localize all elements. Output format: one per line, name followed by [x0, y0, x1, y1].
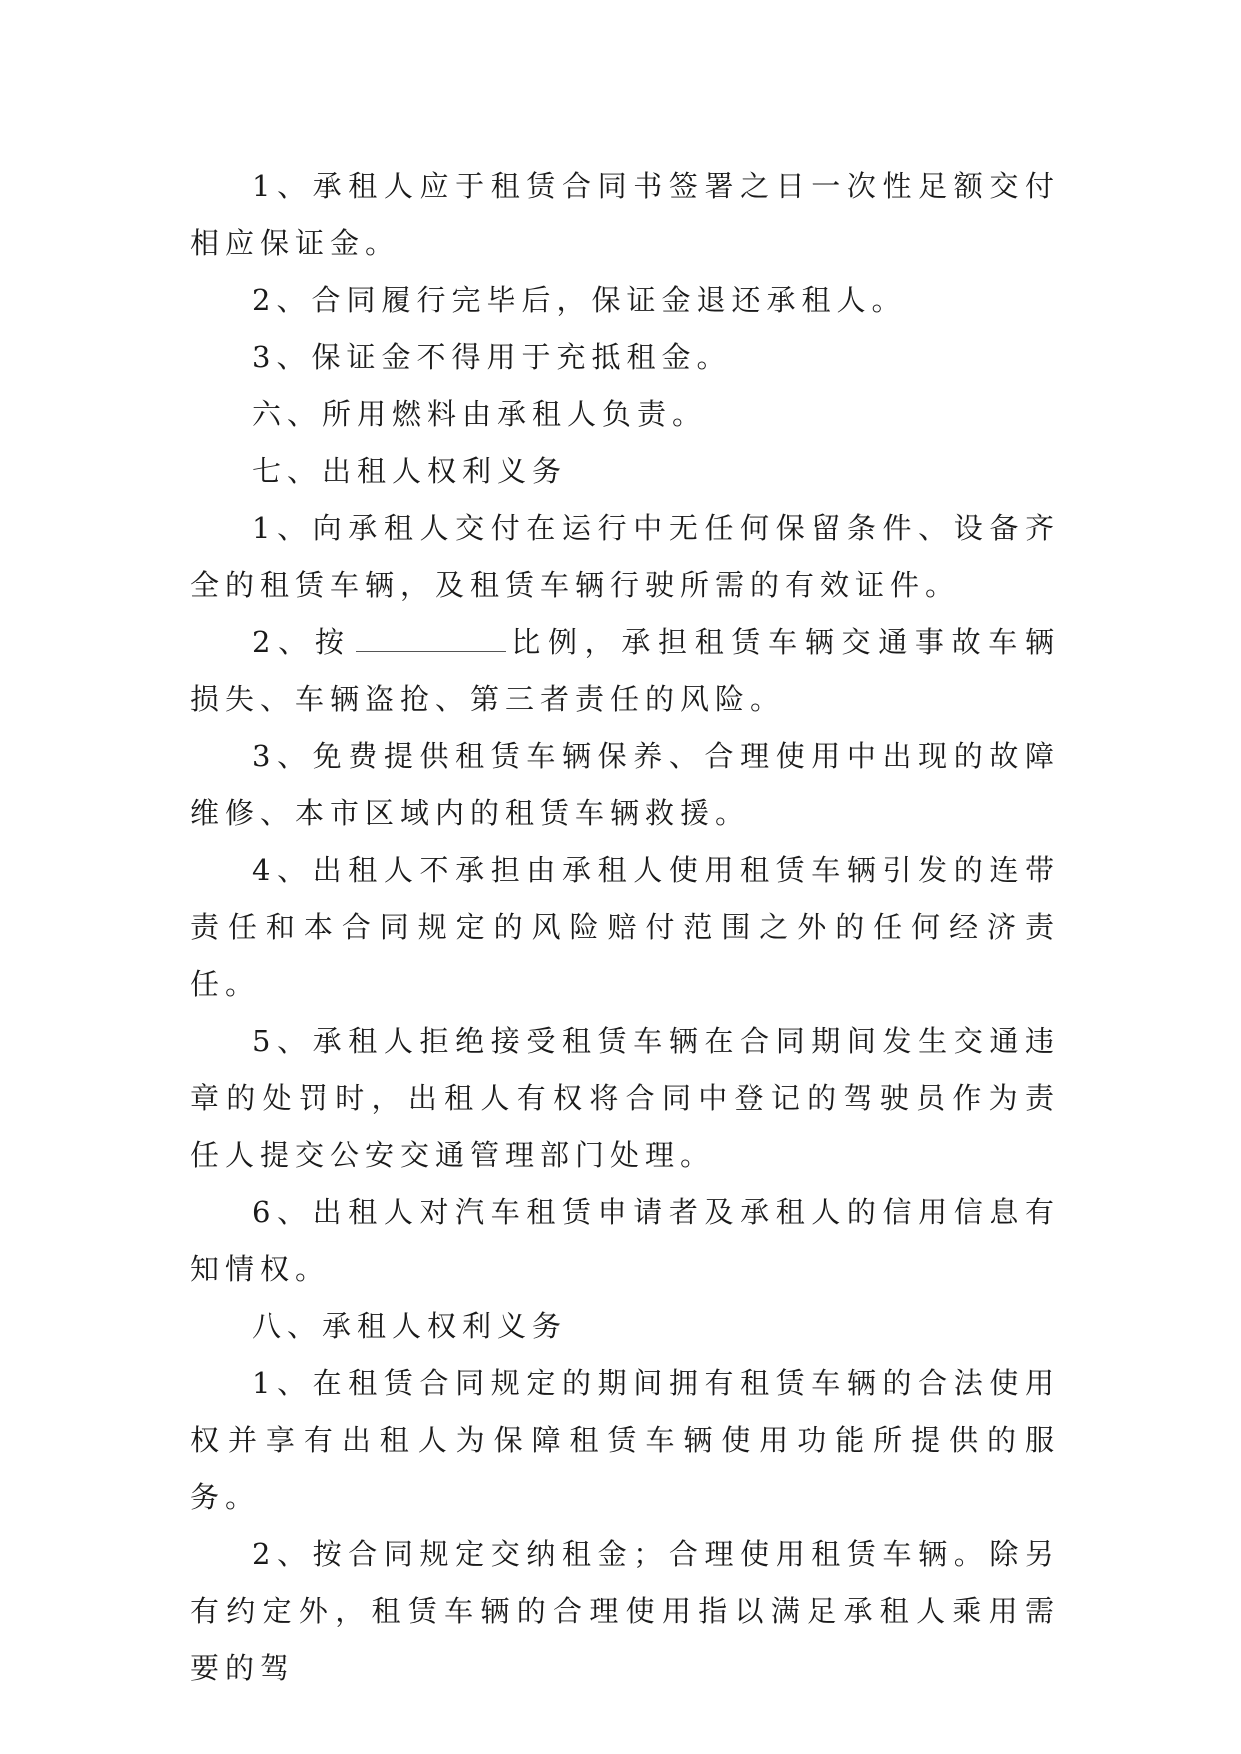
lessor-duty-1: 1、向承租人交付在运行中无任何保留条件、设备齐全的租赁车辆，及租赁车辆行驶所需的有效证件。: [190, 511, 1060, 602]
paragraph-deposit-1: 1、承租人应于租赁合同书签署之日一次性足额交付相应保证金。: [190, 169, 1060, 260]
paragraph-deposit-2: 2、合同履行完毕后，保证金退还承租人。: [252, 283, 907, 317]
lessor-duty-6: 6、出租人对汽车租赁申请者及承租人的信用信息有知情权。: [190, 1195, 1060, 1286]
paragraph-deposit-3: 3、保证金不得用于充抵租金。: [252, 340, 732, 374]
lessor-duty-2-after: 比例，承担租赁车辆交通事故车辆损失、车辆盗抢、第三者责任的风险。: [190, 625, 1060, 716]
section-six-heading: 六、所用燃料由承租人负责。: [252, 397, 708, 431]
lessor-duty-3: 3、免费提供租赁车辆保养、合理使用中出现的故障维修、本市区域内的租赁车辆救援。: [190, 739, 1060, 830]
lessee-right-1: 1、在租赁合同规定的期间拥有租赁车辆的合法使用权并享有出租人为保障租赁车辆使用功能所提供的服务。: [190, 1366, 1060, 1514]
lessor-duty-5: 5、承租人拒绝接受租赁车辆在合同期间发生交通违章的处罚时，出租人有权将合同中登记的驾驶员作为责任人提交公安交通管理部门处理。: [190, 1024, 1060, 1172]
lessee-right-2: 2、按合同规定交纳租金；合理使用租赁车辆。除另有约定外，租赁车辆的合理使用指以满足承租人乘用需要的驾: [190, 1537, 1060, 1685]
section-eight-heading: 八、承租人权利义务: [252, 1309, 568, 1343]
section-seven-heading: 七、出租人权利义务: [252, 454, 568, 488]
lessor-duty-2: [190, 614, 1060, 728]
document-body: [190, 158, 1060, 1697]
lessor-duty-2-before: 2、按: [252, 625, 352, 659]
lessor-duty-4: 4、出租人不承担由承租人使用租赁车辆引发的连带责任和本合同规定的风险赔付范围之外的任何经济责任。: [190, 853, 1060, 1001]
fill-in-blank: [356, 629, 506, 652]
